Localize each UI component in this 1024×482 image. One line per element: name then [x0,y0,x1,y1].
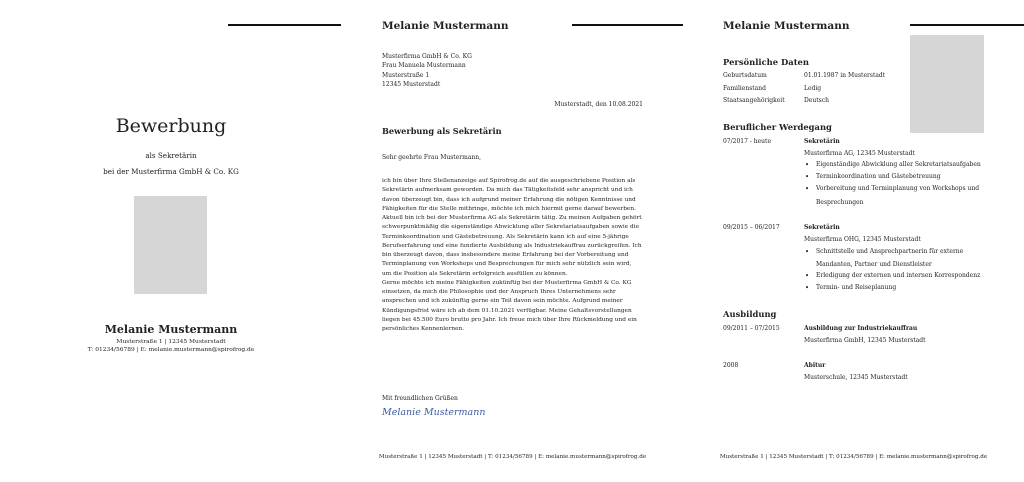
career-date: 07/2017 - heute [723,138,772,145]
career-org: Musterfirma AG, 12345 Musterstadt [804,150,915,157]
letter-footer: Musterstraße 1 | 12345 Musterstadt | T: 01234/56789 | E: melanie.mustermann@spirofrog.de [378,454,647,460]
body-line: bin überzeugt davon, dass insbesondere meine Erfahrung bei der Vorbereitung und [382,252,629,258]
cover-title: Bewerbung [115,115,227,137]
cover-subtitle-position: als Sekretärin [145,151,197,160]
body-line: ich bin über Ihre Stellenanzeige auf Spirofrog.de auf die ausgeschriebene Position als [382,178,636,184]
letter-body [382,177,644,334]
body-line: Terminplanung von Workshops und Besprechungen für mich sehr nützlich sein wird, [382,261,632,268]
education-date: 2008 [723,362,739,369]
personal-label: Familienstand [723,85,766,92]
letter-salutation: Sehr geehrte Frau Mustermann, [382,154,482,161]
career-date: 09/2015 – 06/2017 [723,224,780,231]
cover-address: Musterstraße 1 | 12345 Musterstadt [116,339,226,345]
body-line: persönliches Kennenlernen. [382,326,465,332]
body-line: ansprechen und ich zukünftig gerne ein Teil davon sein möchte. Aufgrund meiner [382,298,623,305]
cover-applicant-name: Melanie Mustermann [104,323,238,336]
body-line: einsetzen, da mich die Philosophie und der Anspruch Ihres Unternehmens sehr [382,289,616,295]
applicant-photo-placeholder [134,196,207,294]
section-title-education: Ausbildung [723,309,777,319]
section-title-career: Beruflicher Werdegang [723,122,832,132]
career-task-list [804,270,984,294]
header-rule [572,24,683,26]
cv-page [683,0,1024,482]
section-title-personal: Persönliche Daten [723,57,809,67]
personal-value: Ledig [804,85,822,92]
personal-label: Staatsangehörigkeit [723,97,785,104]
career-role: Sekretärin [804,224,840,231]
letter-header-name: Melanie Mustermann [382,20,509,32]
list-item-continuation: Mandanten, Partner und Dienstleister [816,261,932,268]
cover-letter-page [342,0,683,482]
body-line: Terminkoordination und Gästebetreuung. Als Sekretärin kann ich auf eine 5-jährige [382,233,629,240]
body-line: davon überzeugt bin, dass ich aufgrund meiner Erfahrung die nötigen Kenntnisse und [382,196,636,203]
recipient-address [382,52,472,90]
recipient-person: Frau Manuela Mustermann [382,62,466,70]
career-org: Musterfirma OHG, 12345 Musterstadt [804,236,921,243]
body-line: um die Position als Sekretärin erfolgreich ausfüllen zu können. [382,270,568,277]
body-line: Sekretärin aufmerksam geworden. Da mich das Tätigkeitsfeld sehr anspricht und ich [382,187,633,194]
header-rule [910,24,1024,26]
list-item: • Terminkoordination und Gästebetreuung [804,171,984,183]
career-role: Sekretärin [804,138,840,145]
list-item: • Termin- und Reiseplanung [804,282,984,294]
header-rule [228,24,341,26]
personal-value: 01.01.1987 in Musterstadt [804,72,886,79]
list-item: • Eigenständige Abwicklung aller Sekretariatsaufgaben [804,159,984,171]
cv-photo-placeholder [910,35,984,133]
education-title: Abitur [804,362,826,369]
career-task-list [804,246,984,258]
cover-page [0,0,342,482]
letter-date: Musterstadt, den 10.08.2021 [554,101,643,108]
cover-contact: T: 01234/56789 | E: melanie.mustermann@spirofrog.de [87,347,255,353]
personal-value: Deutsch [804,97,829,104]
education-date: 09/2011 – 07/2015 [723,325,780,332]
list-item: • Erledigung der externen und internen Korrespondenz [804,270,984,282]
recipient-street: Musterstraße 1 [382,71,430,79]
letter-closing: Mit freundlichen Grüßen [382,395,458,402]
recipient-company: Musterfirma GmbH & Co. KG [382,53,472,60]
body-line: schwerpunktmäßig die eigenständige Abwicklung aller Sekretariatsaufgaben sowie die [382,224,640,231]
education-org: Musterschule, 12345 Musterstadt [804,374,908,381]
body-line: Kündigungsfrist wäre ich ab dem 01.10.2021 verfügbar. Meine Gehaltsvorstellungen [382,307,632,314]
education-org: Musterfirma GmbH, 12345 Musterstadt [804,337,926,344]
body-line: liegen bei 45.500 Euro brutto pro Jahr. Ich freue mich über Ihre Rückmeldung und ein [382,316,637,323]
list-item-continuation: Besprechungen [816,199,864,206]
list-item: • Schnittstelle und Ansprechpartnerin für externe [804,246,984,258]
signature: Melanie Mustermann [382,407,486,418]
cv-header-name: Melanie Mustermann [723,20,850,32]
body-line: Aktuell bin ich bei der Musterfirma AG als Sekretärin tätig. Zu meinen Aufgaben gehört [382,215,642,221]
career-task-list [804,159,984,196]
letter-subject: Bewerbung als Sekretärin [382,126,502,136]
recipient-city: 12345 Musterstadt [382,81,441,89]
cv-footer: Musterstraße 1 | 12345 Musterstadt | T: 01234/56789 | E: melanie.mustermann@spirofrog.de [719,454,988,460]
list-item: • Vorbereitung und Terminplanung von Workshops und [804,183,984,195]
personal-label: Geburtsdatum [723,72,767,79]
body-line: Gerne möchte ich meine Fähigkeiten zukünftig bei der Musterfirma GmbH & Co. KG [382,279,632,286]
body-line: Fähigkeiten für die Stelle mitbringe, möchte ich mich hiermit gerne darauf bewerben. [382,205,636,212]
body-line: Berufserfahrung und eine fundierte Ausbildung als Industriekauffrau zurückgreifen. Ich [382,242,642,249]
cover-subtitle-company: bei der Musterfirma GmbH & Co. KG [103,167,239,176]
education-title: Ausbildung zur Industriekauffrau [804,325,918,332]
